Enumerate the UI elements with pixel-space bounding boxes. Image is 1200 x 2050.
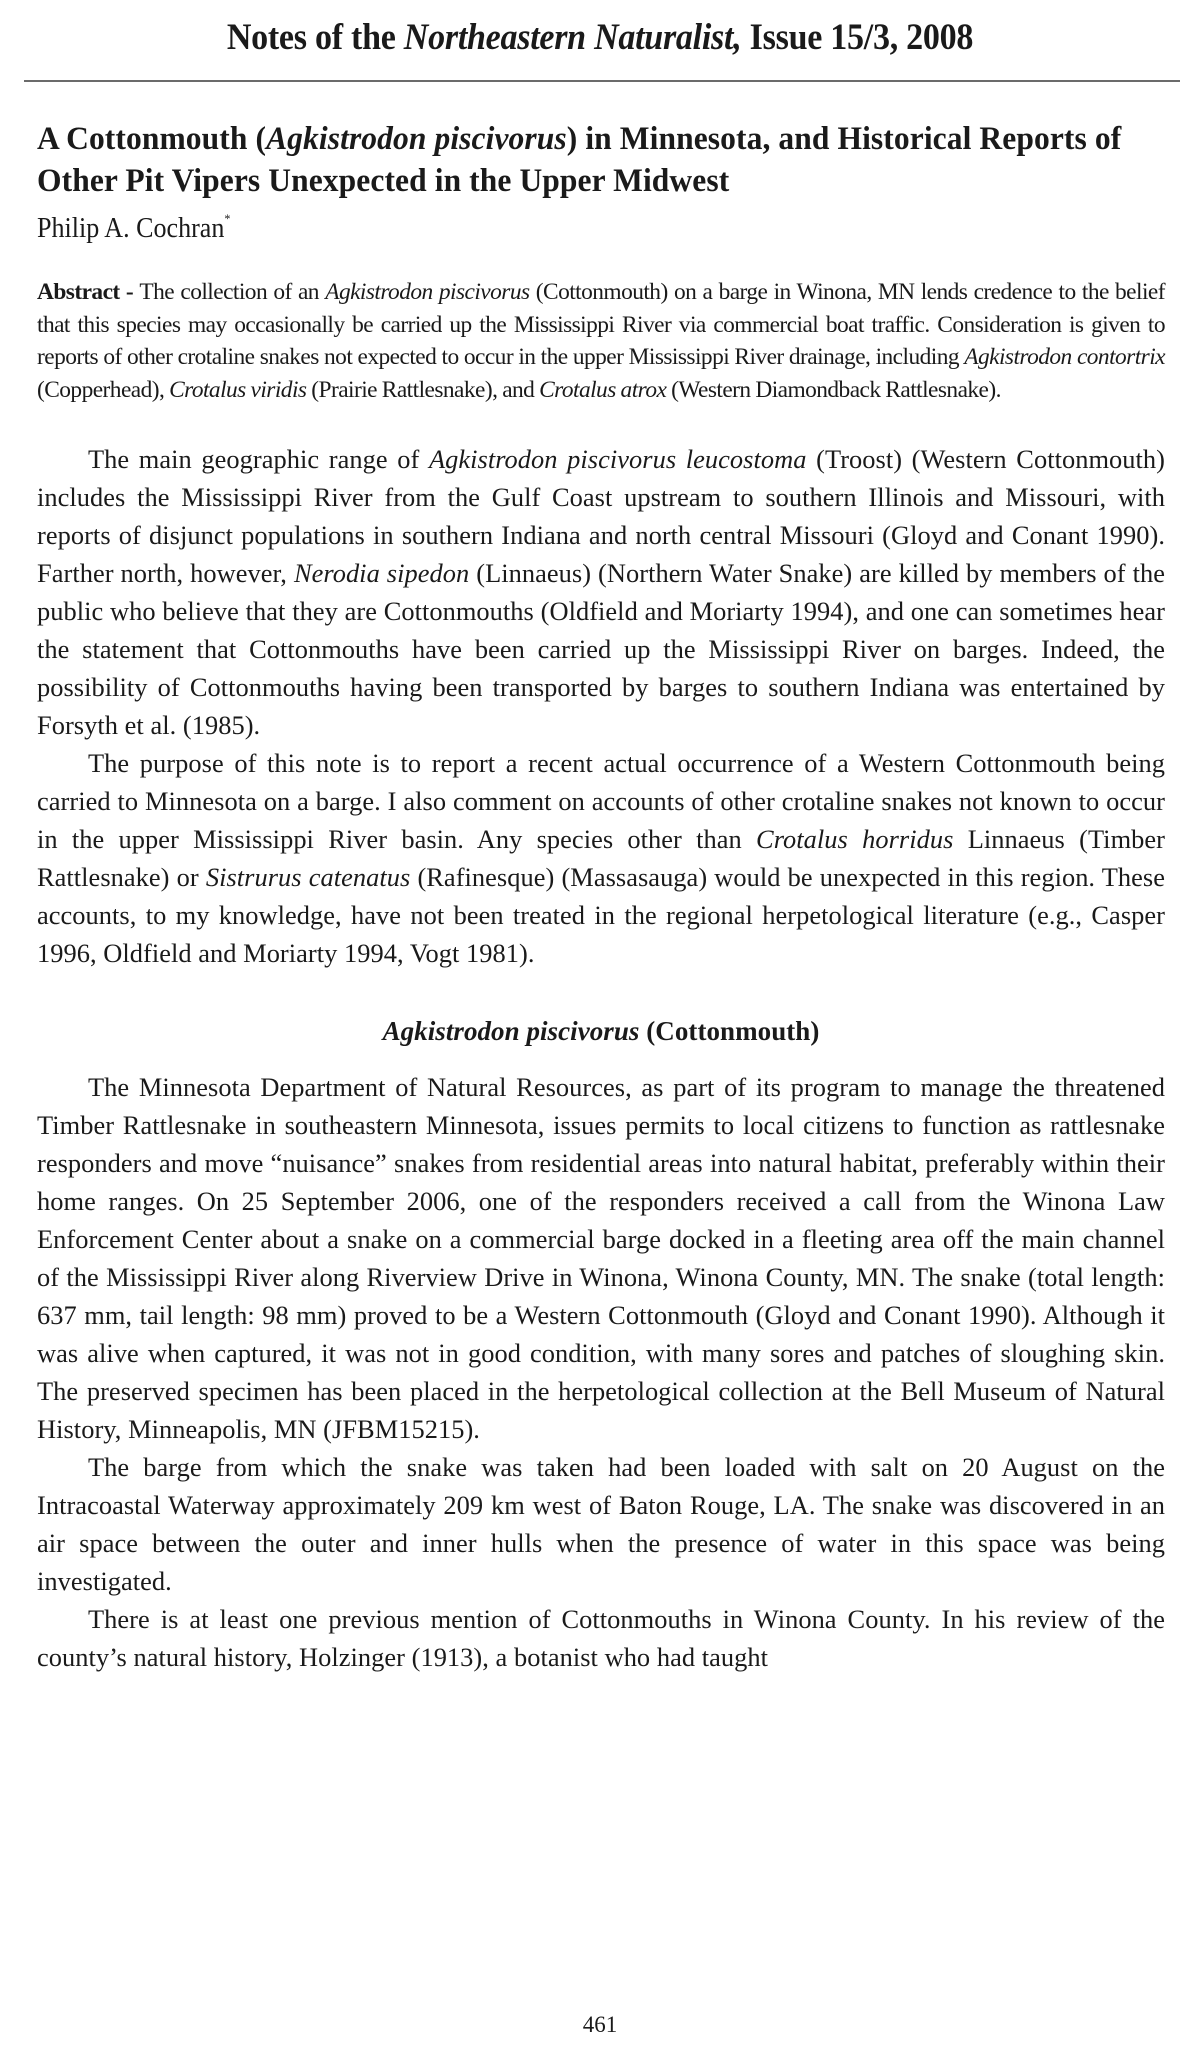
section-heading — [37, 1012, 1165, 1050]
italic-taxon: Agkistrodon contortrix — [964, 344, 1166, 370]
italic-taxon: Crotalus viridis — [169, 376, 307, 403]
journal-name: Northeastern Naturalist, — [403, 17, 742, 58]
abstract-label: Abstract - — [37, 279, 140, 305]
paragraph-section-3: There is at least one previous mention of Cottonmouths in Winona County. In his review of the county’s natural history, Holzinger (1913), a botanist who had taught — [37, 1604, 1165, 1672]
italic-taxon: Crotalus atrox — [539, 376, 667, 403]
running-head-prefix: Notes of the — [226, 17, 404, 58]
title-part2: ) in Minnesota, and Historical Reports of Other Pit Vipers Unexpected in the Upper Midwest — [37, 121, 1122, 199]
body-text — [37, 440, 1165, 1676]
author-footnote-mark: * — [224, 211, 231, 226]
running-head — [48, 14, 1152, 62]
italic-taxon: Crotalus horridus — [756, 824, 954, 854]
abstract — [37, 276, 1165, 406]
section-heading-species: Agkistrodon piscivorus — [382, 1016, 640, 1046]
italic-taxon: Agkistrodon piscivorus leucostoma — [428, 444, 807, 474]
article-title — [37, 118, 1164, 202]
title-part1: A Cottonmouth ( — [37, 121, 267, 157]
title-species: Agkistrodon piscivorus — [266, 121, 567, 157]
paragraph-section-2: The barge from which the snake was taken had been loaded with salt on 20 August on the Intracoastal Waterway approximately 209 km west of Baton Rouge, LA. The snake was discovered in an air space between the outer and inner hulls when the presence of water in this space was being investigated. — [37, 1452, 1165, 1596]
italic-taxon: Sistrurus catenatus — [205, 862, 411, 892]
italic-taxon: Agkistrodon piscivorus — [325, 279, 530, 305]
header-rule — [24, 80, 1180, 82]
running-head-issue: Issue 15/3, 2008 — [741, 17, 974, 58]
section-heading-common: (Cottonmouth) — [639, 1016, 820, 1046]
paragraph-intro-2: The purpose of this note is to report a recent actual occurrence of a Western Cottonmouth being carried to Minnesota on a barge. I also comment on accounts of other crotaline snakes not known to occur in the upper Mississippi River basin. Any species other than Crotalus horridus Linnaeus (Timber Rattlesnake) or Sistrurus catenatus (Rafinesque) (Massasauga) would be unexpected in this region. These accounts, to my knowledge, have not been treated in the regional herpetological literature (e.g., Casper 1996, Oldfield and Moriarty 1994, Vogt 1981). — [37, 748, 1165, 968]
page-number: 461 — [582, 2012, 618, 2037]
paragraph-section-1: The Minnesota Department of Natural Resources, as part of its program to manage the threatened Timber Rattlesnake in southeastern Minnesota, issues permits to local citizens to function as rattlesnake responders and move “nuisance” snakes from residential areas into natural habitat, preferably within their home ranges. On 25 September 2006, one of the responders received a call from the Winona Law Enforcement Center about a snake on a commercial barge docked in a fleeting area off the main channel of the Mississippi River along Riverview Drive in Winona, Winona County, MN. The snake (total length: 637 mm, tail length: 98 mm) proved to be a Western Cottonmouth (Gloyd and Conant 1990). Although it was alive when captured, it was not in good condition, with many sores and patches of sloughing skin. The preserved specimen has been placed in the herpetological collection at the Bell Museum of Natural History, Minneapolis, MN (JFBM15215). — [37, 1072, 1165, 1444]
article-content — [37, 118, 1165, 1676]
paragraph-intro-1: The main geographic range of Agkistrodon piscivorus leucostoma (Troost) (Western Cottonmouth) includes the Mississippi River from the Gulf Coast upstream to southern Illinois and Missouri, with reports of disjunct populations in southern Indiana and north central Missouri (Gloyd and Conant 1990). Farther north, however, Nerodia sipedon (Linnaeus) (Northern Water Snake) are killed by members of the public who believe that they are Cottonmouths (Oldfield and Moriarty 1994), and one can sometimes hear the statement that Cottonmouths have been carried up the Mississippi River on barges. Indeed, the possibility of Cottonmouths having been transported by barges to southern Indiana was entertained by Forsyth et al. (1985). — [37, 444, 1165, 740]
abstract-text: The collection of an Agkistrodon piscivorus (Cottonmouth) on a barge in Winona, MN lends credence to the belief that this species may occasionally be carried up the Mississippi River via commercial boat traffic. Consideration is given to reports of other crotaline snakes not expected to occur in the upper Mississippi River drainage, including Agkistrodon contortrix (Copperhead), Crotalus viridis (Prairie Rattlesnake), and Crotalus atrox (Western Diamondback Rattlesnake). — [37, 279, 1166, 403]
author-name: Philip A. Cochran — [37, 213, 225, 244]
author-line — [37, 202, 1086, 246]
italic-taxon: Nerodia sipedon — [293, 558, 470, 588]
